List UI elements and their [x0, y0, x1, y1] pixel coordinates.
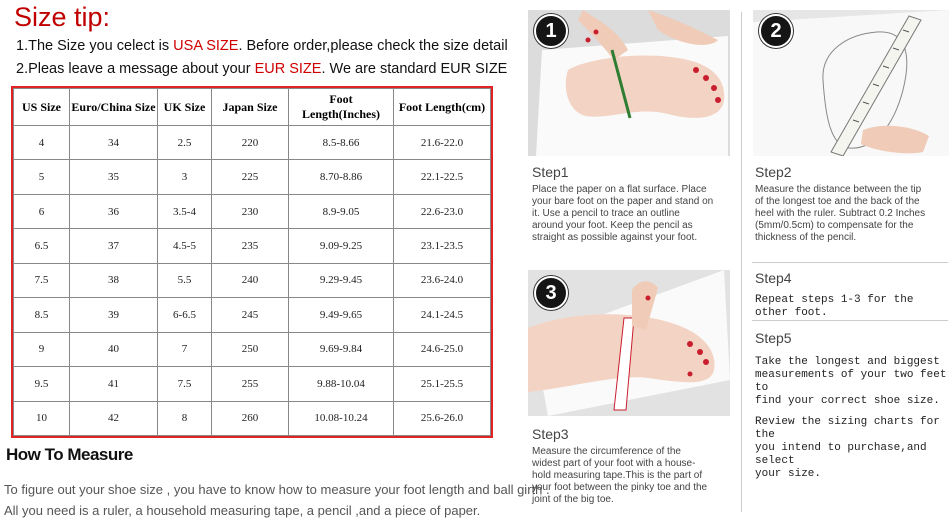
table-cell: 9.69-9.84: [289, 332, 394, 366]
step1-title: Step1: [532, 164, 569, 180]
row-divider: [752, 262, 948, 263]
table-cell: 5: [14, 160, 70, 194]
table-cell: 38: [70, 263, 158, 297]
step2-photo: [753, 10, 949, 156]
table-cell: 8.70-8.86: [289, 160, 394, 194]
table-cell: 9.88-10.04: [289, 367, 394, 401]
table-cell: 260: [212, 401, 289, 436]
table-cell: 22.1-22.5: [394, 160, 491, 194]
table-cell: 21.6-22.0: [394, 126, 491, 160]
step5-description: Take the longest and biggest measurements of your two feet to find your correct shoe size. Review the sizing charts for the you intend to purchase,and select your size.: [755, 356, 947, 480]
step4-description: Repeat steps 1-3 for the other foot.: [755, 294, 914, 319]
table-row: [14, 401, 491, 436]
table-cell: 250: [212, 332, 289, 366]
table-cell: 225: [212, 160, 289, 194]
table-row: [14, 160, 491, 194]
table-cell: 7: [158, 332, 212, 366]
table-row: [14, 194, 491, 228]
table-cell: 4.5-5: [158, 229, 212, 263]
size-table-frame: [11, 86, 493, 438]
note-text: . Before order,please check the size detail: [238, 38, 508, 54]
column-header: US Size: [14, 89, 70, 126]
table-cell: 240: [212, 263, 289, 297]
column-header: Foot Length(Inches): [289, 89, 394, 126]
note-text: . We are standard EUR SIZE: [321, 61, 508, 77]
table-cell: 35: [70, 160, 158, 194]
table-cell: 235: [212, 229, 289, 263]
column-header: Foot Length(cm): [394, 89, 491, 126]
step3-title: Step3: [532, 426, 569, 442]
table-cell: 9.5: [14, 367, 70, 401]
table-cell: 41: [70, 367, 158, 401]
step2-description: Measure the distance between the tip of the longest toe and the back of the heel with the ruler. Subtract 0.2 Inches (5mm/0.5cm) to compensate for the thickness of the pencil.: [755, 184, 926, 243]
table-row: [14, 263, 491, 297]
table-cell: 2.5: [158, 126, 212, 160]
table-cell: 6.5: [14, 229, 70, 263]
column-header: Euro/China Size: [70, 89, 158, 126]
table-cell: 24.6-25.0: [394, 332, 491, 366]
column-header: Japan Size: [212, 89, 289, 126]
size-chart-table: [13, 88, 491, 436]
step2-title: Step2: [755, 164, 792, 180]
note-text: 2.Pleas leave a message about your: [16, 61, 255, 77]
column-header: UK Size: [158, 89, 212, 126]
table-cell: 23.1-23.5: [394, 229, 491, 263]
table-cell: 8: [158, 401, 212, 436]
table-cell: 6: [14, 194, 70, 228]
table-cell: 230: [212, 194, 289, 228]
table-cell: 6-6.5: [158, 298, 212, 332]
table-cell: 9: [14, 332, 70, 366]
table-cell: 9.09-9.25: [289, 229, 394, 263]
note-highlight: USA SIZE: [173, 38, 239, 54]
table-cell: 8.5: [14, 298, 70, 332]
step1-badge: 1: [534, 14, 568, 48]
row-divider: [752, 320, 948, 321]
table-cell: 42: [70, 401, 158, 436]
step5-title: Step5: [755, 330, 792, 346]
note-highlight: EUR SIZE: [254, 61, 322, 77]
table-cell: 24.1-24.5: [394, 298, 491, 332]
table-body: [14, 126, 491, 436]
table-cell: 7.5: [14, 263, 70, 297]
table-cell: 3.5-4: [158, 194, 212, 228]
table-row: [14, 367, 491, 401]
note-text: 1.The Size you celect is: [16, 38, 174, 54]
table-row: [14, 229, 491, 263]
table-cell: 245: [212, 298, 289, 332]
table-cell: 36: [70, 194, 158, 228]
step3-description: Measure the circumference of the widest part of your foot with a house- hold measuring tape.This is the part of your foot between the pinky toe and the joint of the big toe.: [532, 446, 708, 505]
table-cell: 10: [14, 401, 70, 436]
table-cell: 10.08-10.24: [289, 401, 394, 436]
table-cell: 3: [158, 160, 212, 194]
table-cell: 4: [14, 126, 70, 160]
table-cell: 37: [70, 229, 158, 263]
table-row: [14, 126, 491, 160]
table-cell: 7.5: [158, 367, 212, 401]
table-cell: 25.6-26.0: [394, 401, 491, 436]
table-cell: 34: [70, 126, 158, 160]
table-cell: 220: [212, 126, 289, 160]
page-title: Size tip:: [14, 2, 111, 32]
how-to-line-1: To figure out your shoe size , you have to know how to measure your foot length and ball girth .: [4, 482, 550, 497]
step3-photo: [528, 270, 730, 416]
how-to-heading: How To Measure: [6, 445, 133, 464]
table-cell: 9.29-9.45: [289, 263, 394, 297]
table-cell: 22.6-23.0: [394, 194, 491, 228]
table-cell: 39: [70, 298, 158, 332]
step3-badge: 3: [534, 276, 568, 310]
table-row: [14, 332, 491, 366]
table-header-row: [14, 89, 491, 126]
table-cell: 5.5: [158, 263, 212, 297]
step2-badge: 2: [759, 14, 793, 48]
step1-photo: [528, 10, 730, 156]
table-cell: 23.6-24.0: [394, 263, 491, 297]
column-divider: [741, 12, 742, 512]
table-cell: 9.49-9.65: [289, 298, 394, 332]
step1-description: Place the paper on a flat surface. Place your bare foot on the paper and stand on it. Use a pencil to trace an outline around your foot. Keep the pencil as straight as possible against your foot.: [532, 184, 714, 243]
note-eur-size: [16, 61, 507, 77]
how-to-line-2: All you need is a ruler, a household measuring tape, a pencil ,and a piece of paper.: [4, 503, 481, 518]
table-row: [14, 298, 491, 332]
note-usa-size: [16, 38, 508, 54]
step4-title: Step4: [755, 270, 792, 286]
table-cell: 8.9-9.05: [289, 194, 394, 228]
table-cell: 8.5-8.66: [289, 126, 394, 160]
table-cell: 255: [212, 367, 289, 401]
table-cell: 25.1-25.5: [394, 367, 491, 401]
table-cell: 40: [70, 332, 158, 366]
